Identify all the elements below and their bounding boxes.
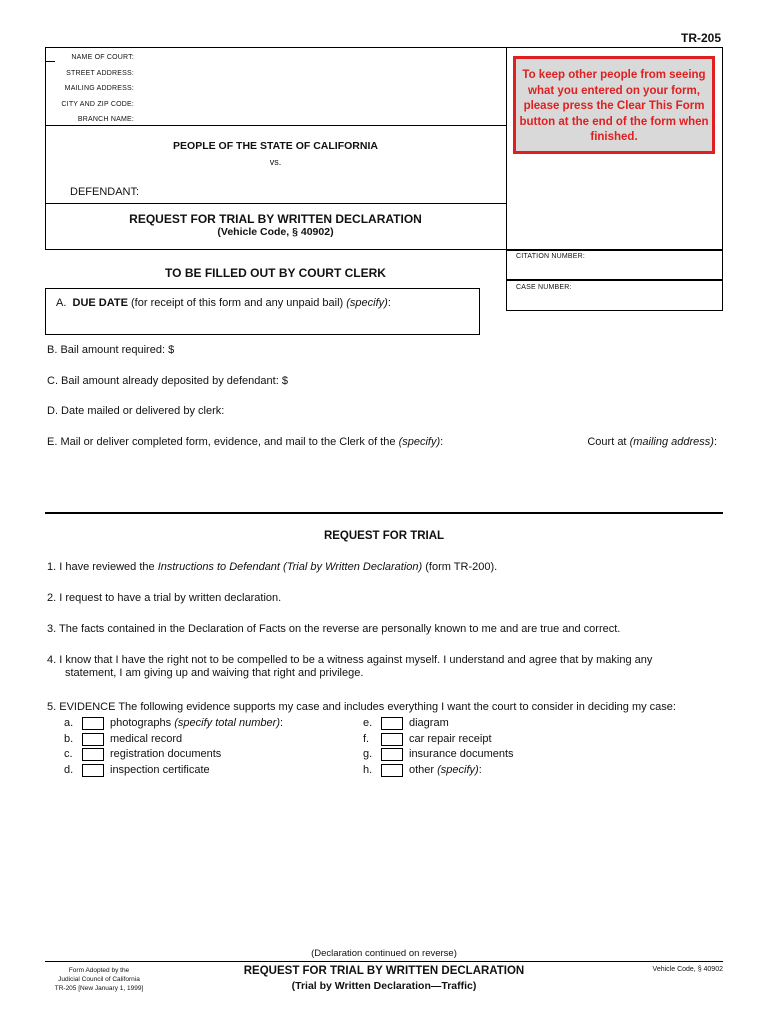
evidence-letter: f. [363,733,370,745]
court-info-field[interactable] [140,48,504,124]
adoption-line: Form Adopted by the [68,967,130,974]
evidence-letter: b. [64,733,74,745]
evidence-letter: h. [363,764,373,776]
evidence-inspection [64,762,210,778]
form-title: REQUEST FOR TRIAL BY WRITTEN DECLARATION [129,212,422,226]
due-date-colon: : [387,297,391,309]
evidence-label: inspection certificate [110,764,210,776]
evidence-letter: e. [363,717,373,729]
evidence-car-repair [363,731,492,747]
due-date-specify: (specify) [346,297,388,309]
evidence-label: registration documents [110,748,222,760]
evidence-medical-record [64,731,182,747]
insurance-checkbox[interactable] [381,748,403,761]
evidence-label: other [409,764,435,776]
city-zip-label: CITY AND ZIP CODE: [61,100,134,108]
mail-deliver-specify: (specify) [398,436,441,448]
photographs-checkbox[interactable] [82,717,104,730]
evidence-label: insurance documents [409,748,514,760]
court-at-line [587,436,717,448]
evidence-photographs [64,715,283,731]
court-at-colon: : [713,436,717,448]
bail-deposited-line: C. Bail amount already deposited by defendant: $ [47,375,288,387]
street-address-label: STREET ADDRESS: [66,69,134,77]
form-subtitle: (Vehicle Code, § 40902) [217,226,334,238]
other-checkbox[interactable] [381,764,403,777]
versus: vs. [269,157,282,167]
car-repair-checkbox[interactable] [381,733,403,746]
privacy-notice: To keep other people from seeing what you entered on your form, please press the Clear This Form button at the end of the form when finished. [513,56,715,154]
evidence-label: car repair receipt [409,733,492,745]
court-labels [45,50,134,128]
mail-deliver-text: E. Mail or deliver completed form, evidence, and mail to the Clerk of the [47,436,396,448]
court-name-label: NAME OF COURT: [71,54,134,61]
footer-title: REQUEST FOR TRIAL BY WRITTEN DECLARATION [243,965,525,977]
evidence-letter: a. [64,717,74,729]
mailing-address-label: MAILING ADDRESS: [64,85,134,93]
form-number: TR-205 [680,31,721,45]
case-number-field[interactable] [506,280,723,311]
medical-record-checkbox[interactable] [82,733,104,746]
item-1 [47,561,497,573]
evidence-other [363,762,482,778]
branch-name-label: BRANCH NAME: [77,116,134,124]
defendant-label: DEFENDANT: [70,186,140,198]
adoption-line: TR-205 [New January 1, 1999] [54,985,144,992]
due-date-letter: A. [56,297,67,309]
due-date-line [56,297,391,309]
registration-checkbox[interactable] [82,748,104,761]
request-heading: REQUEST FOR TRIAL [323,530,445,542]
adoption-line: Judicial Council of California [58,976,140,983]
item-1-form-name: Instructions to Defendant (Trial by Written Declaration) [157,561,423,573]
evidence-diagram [363,715,449,731]
item-4-line-2: statement, I am giving up and waiving that right and privilege. [65,667,364,679]
evidence-label: photographs [110,717,172,729]
item-4-line-1: 4. I know that I have the right not to be compelled to be a witness against myself. I understand and agree that by making any [47,654,653,666]
item-1-text: 1. I have reviewed the [47,561,155,573]
inspection-checkbox[interactable] [82,764,104,777]
case-number-label: CASE NUMBER: [516,284,572,291]
evidence-label: diagram [409,717,449,729]
item-5: 5. EVIDENCE The following evidence supports my case and includes everything I want the court to consider in deciding my case: [47,701,676,713]
diagram-checkbox[interactable] [381,717,403,730]
evidence-label: medical record [110,733,183,745]
due-date-text: (for receipt of this form and any unpaid bail) [131,297,344,309]
court-at-text: Court at [587,436,627,448]
evidence-note: (specify total number) [174,717,280,729]
evidence-letter: d. [64,764,74,776]
due-date-box[interactable] [45,288,480,335]
section-divider [45,512,723,514]
footer-code: Vehicle Code, § 40902 [652,966,723,973]
evidence-note: (specify) [437,764,479,776]
evidence-letter: c. [64,748,73,760]
mail-deliver-colon: : [440,436,444,448]
item-2: 2. I request to have a trial by written declaration. [47,592,282,604]
footer-subtitle: (Trial by Written Declaration—Traffic) [291,980,477,992]
evidence-colon: : [280,717,284,729]
bail-required-line: B. Bail amount required: $ [47,344,175,356]
clerk-heading: TO BE FILLED OUT BY COURT CLERK [165,266,386,280]
mailing-address-specify: (mailing address) [629,436,714,448]
evidence-registration [64,746,221,762]
item-3: 3. The facts contained in the Declaration of Facts on the reverse are personally known to me and are true and correct. [47,623,621,635]
due-date-label: DUE DATE [72,297,128,309]
continued-note: (Declaration continued on reverse) [311,948,457,959]
evidence-colon: : [478,764,482,776]
mail-deliver-line [47,436,443,448]
citation-number-label: CITATION NUMBER: [516,253,586,260]
citation-number-field[interactable] [506,250,723,280]
defendant-field[interactable] [140,182,500,200]
plaintiff-name: PEOPLE OF THE STATE OF CALIFORNIA [173,140,378,152]
evidence-letter: g. [363,748,373,760]
item-1-form-number: (form TR-200). [425,561,498,573]
evidence-insurance [363,746,514,762]
date-mailed-line: D. Date mailed or delivered by clerk: [47,405,225,417]
